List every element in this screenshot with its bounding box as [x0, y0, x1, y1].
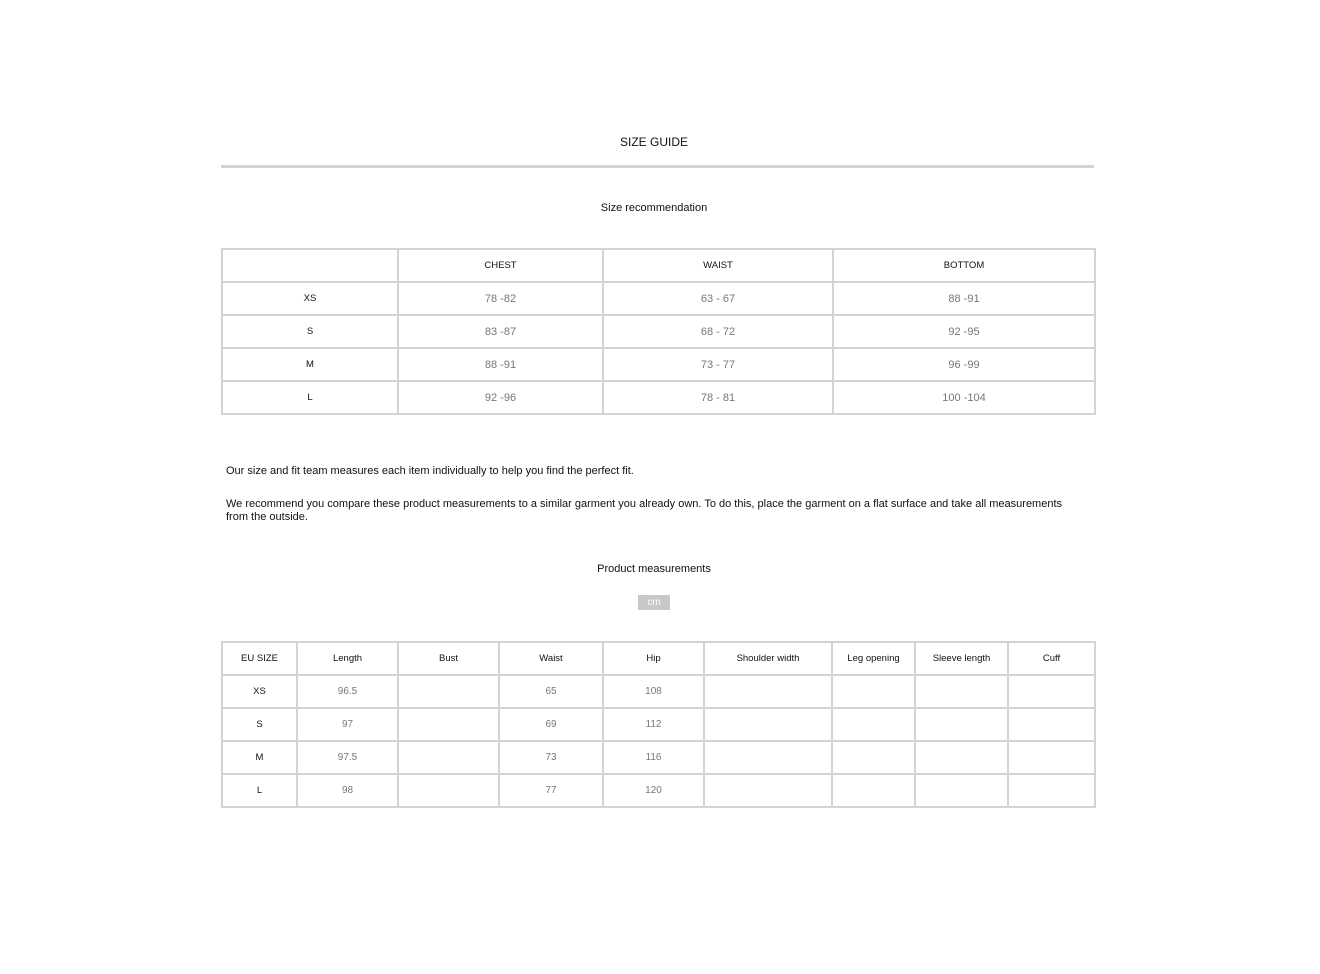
table-row — [222, 282, 1095, 315]
bust-cell — [398, 675, 499, 708]
sleeve-length-cell — [915, 741, 1008, 774]
size-recommendation-table — [221, 248, 1096, 415]
table-row — [222, 315, 1095, 348]
table-row — [222, 348, 1095, 381]
table-row — [222, 708, 1095, 741]
waist-cell: 69 — [499, 708, 603, 741]
product-measurements-heading: Product measurements — [597, 563, 711, 575]
header-cell-leg-opening: Leg opening — [832, 642, 915, 675]
header-cell-cuff: Cuff — [1008, 642, 1095, 675]
size-cell: S — [222, 708, 297, 741]
waist-cell: 77 — [499, 774, 603, 807]
header-cell-empty — [222, 249, 398, 282]
size-cell: S — [222, 315, 398, 348]
unit-toggle-cm[interactable]: cm — [638, 595, 670, 610]
length-cell: 96.5 — [297, 675, 398, 708]
shoulder-width-cell — [704, 741, 832, 774]
size-cell: XS — [222, 282, 398, 315]
size-cell: M — [222, 741, 297, 774]
cuff-cell — [1008, 675, 1095, 708]
leg-opening-cell — [832, 741, 915, 774]
waist-cell: 73 - 77 — [603, 348, 833, 381]
shoulder-width-cell — [704, 774, 832, 807]
sleeve-length-cell — [915, 708, 1008, 741]
chest-cell: 92 -96 — [398, 381, 603, 414]
header-cell-bust: Bust — [398, 642, 499, 675]
cuff-cell — [1008, 741, 1095, 774]
waist-cell: 73 — [499, 741, 603, 774]
hip-cell: 108 — [603, 675, 704, 708]
shoulder-width-cell — [704, 708, 832, 741]
waist-cell: 68 - 72 — [603, 315, 833, 348]
bottom-cell: 92 -95 — [833, 315, 1095, 348]
sleeve-length-cell — [915, 774, 1008, 807]
header-cell-bottom: BOTTOM — [833, 249, 1095, 282]
hip-cell: 112 — [603, 708, 704, 741]
hip-cell: 120 — [603, 774, 704, 807]
table-header-row — [222, 642, 1095, 675]
title-divider — [221, 165, 1094, 168]
table-header-row — [222, 249, 1095, 282]
chest-cell: 88 -91 — [398, 348, 603, 381]
header-cell-length: Length — [297, 642, 398, 675]
table-row — [222, 381, 1095, 414]
header-cell-chest: CHEST — [398, 249, 603, 282]
table-row — [222, 675, 1095, 708]
bust-cell — [398, 708, 499, 741]
table-row — [222, 774, 1095, 807]
header-cell-shoulder-width: Shoulder width — [704, 642, 832, 675]
bust-cell — [398, 741, 499, 774]
leg-opening-cell — [832, 675, 915, 708]
cuff-cell — [1008, 774, 1095, 807]
header-cell-hip: Hip — [603, 642, 704, 675]
size-cell: M — [222, 348, 398, 381]
size-cell: L — [222, 774, 297, 807]
fit-team-paragraph: Our size and fit team measures each item individually to help you find the perfect fit. — [226, 465, 634, 477]
bust-cell — [398, 774, 499, 807]
page-title: SIZE GUIDE — [619, 135, 688, 149]
size-recommendation-heading: Size recommendation — [600, 202, 708, 214]
length-cell: 97.5 — [297, 741, 398, 774]
waist-cell: 78 - 81 — [603, 381, 833, 414]
bottom-cell: 96 -99 — [833, 348, 1095, 381]
hip-cell: 116 — [603, 741, 704, 774]
shoulder-width-cell — [704, 675, 832, 708]
chest-cell: 78 -82 — [398, 282, 603, 315]
leg-opening-cell — [832, 774, 915, 807]
leg-opening-cell — [832, 708, 915, 741]
measurement-advice-paragraph: We recommend you compare these product measurements to a similar garment you already own. To do this, place the garment on a flat surface and take all measurements from the outside. — [226, 498, 1063, 523]
header-cell-eu-size: EU SIZE — [222, 642, 297, 675]
table-row — [222, 741, 1095, 774]
product-measurements-table — [221, 641, 1096, 808]
cuff-cell — [1008, 708, 1095, 741]
waist-cell: 63 - 67 — [603, 282, 833, 315]
chest-cell: 83 -87 — [398, 315, 603, 348]
header-cell-waist: WAIST — [603, 249, 833, 282]
bottom-cell: 88 -91 — [833, 282, 1095, 315]
header-cell-waist: Waist — [499, 642, 603, 675]
length-cell: 97 — [297, 708, 398, 741]
size-cell: L — [222, 381, 398, 414]
bottom-cell: 100 -104 — [833, 381, 1095, 414]
header-cell-sleeve-length: Sleeve length — [915, 642, 1008, 675]
sleeve-length-cell — [915, 675, 1008, 708]
size-cell: XS — [222, 675, 297, 708]
waist-cell: 65 — [499, 675, 603, 708]
length-cell: 98 — [297, 774, 398, 807]
